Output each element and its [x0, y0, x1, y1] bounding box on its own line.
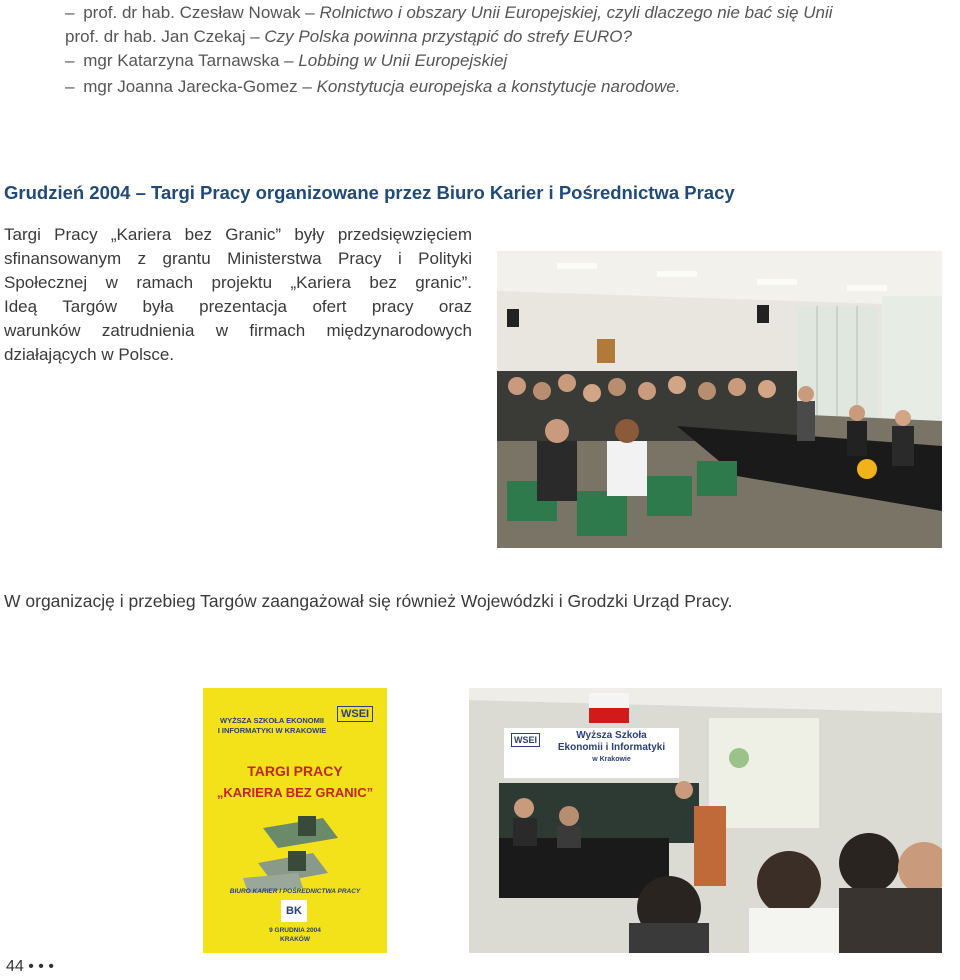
lecture-item [65, 0, 833, 26]
brochure-date: 9 GRUDNIA 2004 [269, 927, 321, 934]
lecture-title: Rolnictwo i obszary Unii Europejskiej, czyli dlaczego nie bać się Unii [319, 3, 833, 22]
lecture-title: Czy Polska powinna przystąpić do strefy EURO? [264, 27, 632, 46]
banner-logo: WSEI [511, 733, 540, 747]
banner-line: Wyższa Szkoła [576, 730, 647, 741]
section-heading: Grudzień 2004 – Targi Pracy organizowane przez Biuro Karier i Pośrednictwa Pracy [4, 182, 735, 203]
list-dash: – [65, 51, 75, 70]
lecture-title: Lobbing w Unii Europejskiej [298, 51, 508, 70]
brochure-photo [203, 688, 387, 953]
lecture-author: mgr Katarzyna Tarnawska – [83, 51, 294, 70]
page-number: 44 • • • [6, 958, 54, 975]
lecture-item [65, 24, 632, 50]
lecture-title: Konstytucja europejska a konstytucje narodowe. [316, 77, 681, 96]
lecture-item [65, 48, 507, 74]
body-line: warunków zatrudnienia w firmach międzynarodowych [4, 321, 472, 340]
body-line: Ideą Targów była prezentacja ofert pracy oraz [4, 297, 472, 316]
lecture-author: mgr Joanna Jarecka-Gomez – [83, 77, 312, 96]
brochure-school-line: WYŻSZA SZKOŁA EKONOMII [219, 716, 325, 725]
body-line: działających w Polsce. [4, 345, 175, 364]
brochure-logo: WSEI [337, 706, 373, 722]
lecture-item [65, 74, 680, 100]
conference-room-image [497, 251, 942, 548]
lecture-hall-image [469, 688, 942, 953]
body-line: Społecznej w ramach projektu „Kariera bez granic”. [4, 273, 472, 292]
lecture-author: prof. dr hab. Czesław Nowak – [83, 3, 315, 22]
brochure-city: KRAKÓW [280, 936, 310, 943]
brochure-title: TARGI PRACY [247, 763, 343, 779]
brochure-bk-logo: BK [281, 900, 307, 922]
banner-line: w Krakowie [592, 756, 631, 763]
lecture-author: prof. dr hab. Jan Czekaj – [65, 27, 260, 46]
conference-room-photo [497, 251, 942, 548]
banner-line: Ekonomii i Informatyki [557, 742, 666, 753]
brochure-school-line: I INFORMATYKI W KRAKOWIE [217, 726, 327, 735]
body-line: sfinansowanym z grantu Ministerstwa Pracy i Polityki [4, 249, 472, 268]
list-dash: – [65, 3, 75, 22]
closing-sentence: W organizację i przebieg Targów zaangażował się również Wojewódzki i Grodzki Urząd Pracy. [4, 591, 733, 611]
body-line: Targi Pracy „Kariera bez Granic” były przedsięwzięciem [4, 225, 472, 244]
list-dash: – [65, 77, 75, 96]
body-paragraph [4, 223, 472, 367]
lecture-hall-photo [469, 688, 942, 953]
brochure-subtitle: „KARIERA BEZ GRANIC” [216, 785, 374, 800]
brochure-office: BIURO KARIER I POŚREDNICTWA PRACY [229, 888, 361, 895]
